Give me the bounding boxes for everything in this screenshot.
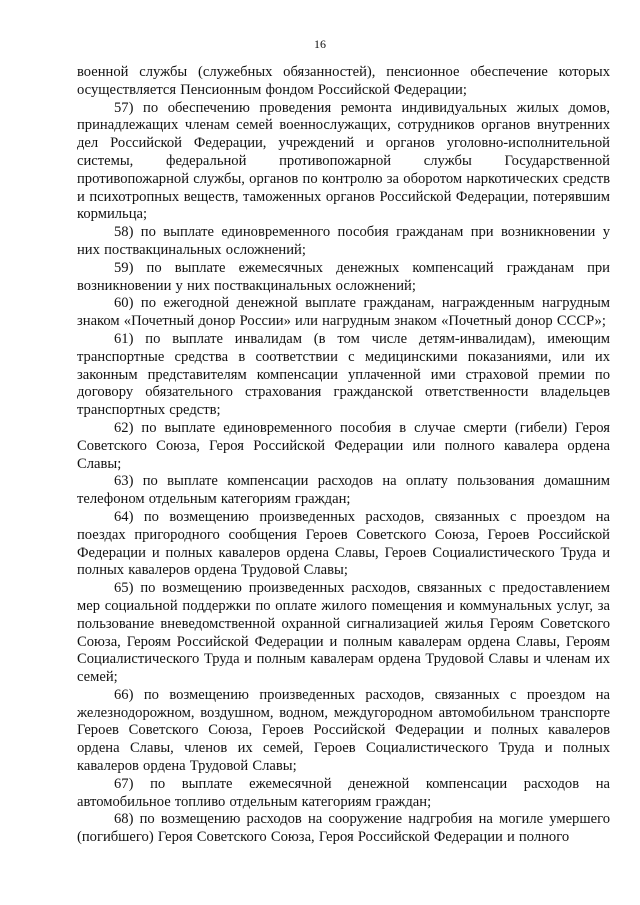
paragraph-item-66: 66) по возмещению произведенных расходов, связанных с проездом на железнодорожном, воздушном, водном, междугородном автомобильном транспорте Героев Советского Союза, Героев Российской Федерации и полных кавалеров ордена Славы, членов их семей, Героев Социалистического Труда и полных кавалеров ордена Трудовой Славы; <box>77 686 610 775</box>
paragraph-item-67: 67) по выплате ежемесячной денежной компенсации расходов на автомобильное топливо отдельным категориям граждан; <box>77 775 610 810</box>
paragraph-item-58: 58) по выплате единовременного пособия гражданам при возникновении у них поствакцинальных осложнений; <box>77 224 610 258</box>
paragraph-item-60: 60) по ежегодной денежной выплате гражданам, награжденным нагрудным знаком «Почетный донор России» или нагрудным знаком «Почетный донор СССР»; <box>77 295 610 330</box>
paragraph-item-62: 62) по выплате единовременного пособия в случае смерти (гибели) Героя Советского Союза, Героя Российской Федерации или полного кавалера ордена Славы; <box>77 419 610 472</box>
paragraph-item-64: 64) по возмещению произведенных расходов, связанных с проездом на поездах пригородного сообщения Героев Советского Союза, Героев Российской Федерации и полных кавалеров ордена Славы, Героев Социалистического Труда и полных кавалеров ордена Трудовой Славы; <box>77 508 610 579</box>
paragraph-item-65: 65) по возмещению произведенных расходов, связанных с предоставлением мер социальной поддержки по оплате жилого помещения и коммунальных услуг, за пользование вневедомственной охранной сигнализацией жилья Героям Советского Союза, Героям Российской Федерации и полным кавалерам ордена Славы, Героям Социалистического Труда и полным кавалерам ордена Трудовой Славы и членам их семей; <box>77 580 610 686</box>
paragraph-item-61: 61) по выплате инвалидам (в том числе детям-инвалидам), имеющим транспортные средства в соответствии с медицинскими показаниями, или их законным представителям компенсации уплаченной ими страховой премии по договору обязательного страхования гражданской ответственности владельцев транспортных средств; <box>77 330 610 419</box>
document-body <box>77 64 610 847</box>
paragraph-item-63: 63) по выплате компенсации расходов на оплату пользования домашним телефоном отдельным категориям граждан; <box>77 473 610 508</box>
page-number: 16 <box>314 37 326 51</box>
paragraph-item-59: 59) по выплате ежемесячных денежных компенсаций гражданам при возникновении у них поствакцинальных осложнений; <box>77 259 610 294</box>
paragraph-item-57: 57) по обеспечению проведения ремонта индивидуальных жилых домов, принадлежащих членам семей военнослужащих, сотрудников органов внутренних дел Российской Федерации, учреждений и органов уголовно-исполнительной системы, федеральной противопожарной службы Государственной противопожарной службы, органов по контролю за оборотом наркотических средств и психотропных веществ, таможенных органов Российской Федерации, потерявшим кормильца; <box>77 99 610 223</box>
paragraph-item-68: 68) по возмещению расходов на сооружение надгробия на могиле умершего (погибшего) Героя Советского Союза, Героя Российской Федерации и полного <box>77 811 610 846</box>
paragraph-continuation: военной службы (служебных обязанностей), пенсионное обеспечение которых осуществляется Пенсионным фондом Российской Федерации; <box>77 64 610 98</box>
